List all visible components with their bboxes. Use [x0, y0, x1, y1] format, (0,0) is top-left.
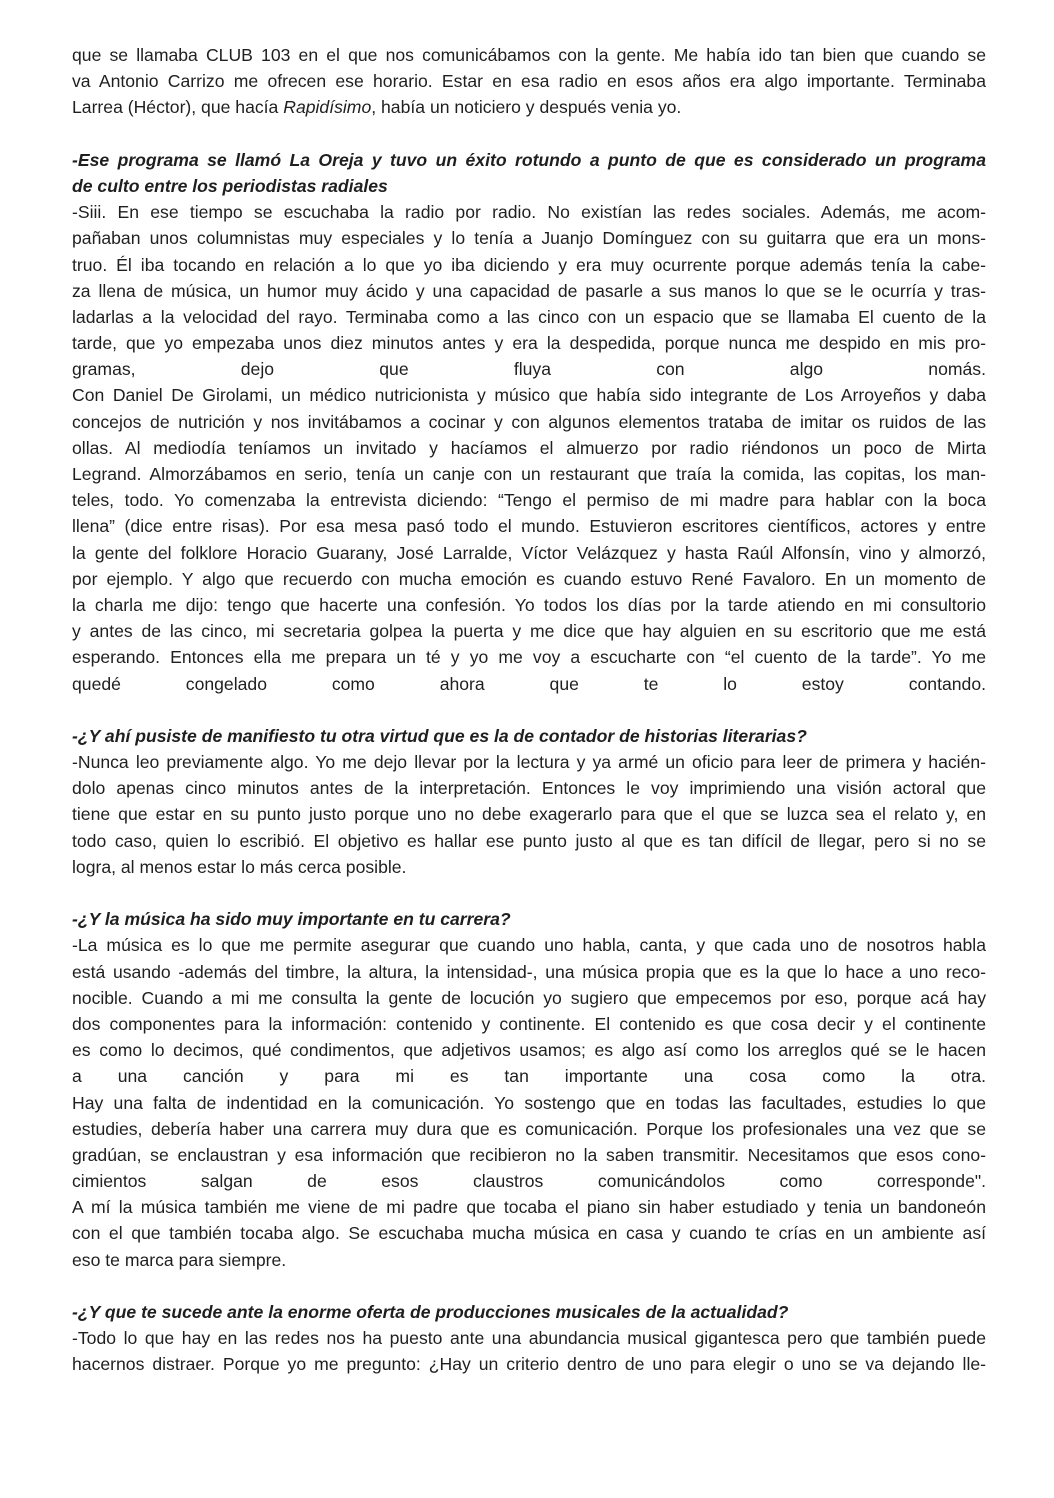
text-line: con el que también tocaba algo. Se escuchaba mucha música en casa y cuando te crías en un ambiente así: [72, 1223, 986, 1244]
text-line: todo caso, quien lo escribió. El objetivo es hallar ese punto justo al que es tan difícil de llegar, pero si no se: [72, 830, 986, 851]
text-line: A mí la música también me viene de mi padre que tocaba el piano sin haber estudiado y tenia un bandoneón: [72, 1197, 986, 1218]
text-line: Con Daniel De Girolami, un médico nutricionista y músico que había sido integrante de Los Arroyeños y daba: [72, 385, 986, 406]
text-line: quedé congelado como ahora que te lo estoy contando.: [72, 673, 986, 694]
document-body: [72, 42, 986, 1378]
text-line: cimientos salgan de esos claustros comunicándolos como corresponde".: [72, 1171, 986, 1192]
text-line: -Todo lo que hay en las redes nos ha puesto ante una abundancia musical gigantesca pero que también puede: [72, 1328, 986, 1349]
text-line: y antes de las cinco, mi secretaria golpea la puerta y me dice que hay alguien en su escritorio que me está: [72, 621, 986, 642]
text-line: tiene que estar en su punto justo porque uno no debe exagerarlo para que el que se luzca sea el relato y, en: [72, 804, 986, 825]
interview-answer: [72, 749, 986, 880]
text-line: nocible. Cuando a mi me consulta la gente de locución yo sugiero que empecemos por eso, porque acá hay: [72, 987, 986, 1008]
text-line: gramas, dejo que fluya con algo nomás.: [72, 359, 986, 380]
text-line: dolo apenas cinco minutos antes de la interpretación. Entonces le voy imprimiendo una visión actoral que: [72, 778, 986, 799]
text-line: es como lo decimos, qué condimentos, que adjetivos usamos; es algo así como los arreglos qué se le hacen: [72, 1040, 986, 1061]
text-line: Legrand. Almorzábamos en serio, tenía un canje con un restaurant que traía la comida, las copitas, los man-: [72, 464, 986, 484]
program-title-emphasis: Rapidísimo: [283, 97, 372, 118]
text-line: ladarlas a la velocidad del rayo. Terminaba como a las cinco con un espacio que se llamaba El cuento de la: [72, 306, 986, 327]
interview-answer: [72, 1325, 986, 1377]
text-line: -¿Y la música ha sido muy importante en tu carrera?: [72, 909, 511, 930]
text-line: -Nunca leo previamente algo. Yo me dejo llevar por la lectura y ya armé un oficio para leer de primera y hacién-: [72, 752, 986, 773]
text-line: teles, todo. Yo comenzaba la entrevista diciendo: “Tengo el permiso de mi madre para hablar con la boca: [72, 490, 986, 511]
text-line: concejos de nutrición y nos invitábamos a cocinar y con algunos elementos trataba de imitar os ruidos de las: [72, 411, 986, 432]
text-line: Larrea (Héctor), que hacía Rapidísimo, había un noticiero y después venia yo.: [72, 97, 682, 118]
interview-question: [72, 723, 986, 749]
interview-question: [72, 147, 986, 199]
text-line: esperando. Entonces ella me prepara un té y yo me voy a escucharte con “el cuento de la tarde”. Yo me: [72, 647, 986, 668]
text-line: -¿Y que te sucede ante la enorme oferta de producciones musicales de la actualidad?: [72, 1302, 789, 1322]
text-line: de culto entre los periodistas radiales: [72, 175, 388, 196]
text-line: estudies, debería haber una carrera muy dura que es comunicación. Porque los profesionales una vez que se: [72, 1118, 986, 1139]
text-line: Hay una falta de indentidad en la comunicación. Yo sostengo que en todas las facultades, estudies lo que: [72, 1092, 986, 1113]
text-line: llena” (dice entre risas). Por esa mesa pasó todo el mundo. Estuvieron escritores científicos, actores y entre: [72, 516, 986, 537]
text-line: truo. Él iba tocando en relación a lo que yo iba diciendo y era muy ocurrente porque además tenía la cabe-: [72, 254, 986, 275]
interview-question: [72, 906, 986, 932]
text-line: dos componentes para la información: contenido y continente. El contenido es que cosa decir y el continente: [72, 1013, 986, 1034]
interview-answer: [72, 42, 986, 121]
text-line: por ejemplo. Y algo que recuerdo con mucha emoción es cuando estuvo René Favaloro. En un momento de: [72, 568, 986, 589]
text-line: ollas. Al mediodía teníamos un invitado y hacíamos el almuerzo por radio riéndonos un poco de Mirta: [72, 437, 986, 458]
text-line: a una canción y para mi es tan importante una cosa como la otra.: [72, 1066, 986, 1087]
interview-question: [72, 1299, 986, 1325]
text-line: -La música es lo que me permite asegurar que cuando uno habla, canta, y que cada uno de nosotros habla: [72, 935, 986, 956]
paragraph-gap: [72, 880, 986, 906]
text-line: za llena de música, un humor muy ácido y una capacidad de pasarle a sus manos lo que se le ocurría y tras-: [72, 280, 986, 301]
text-line: la gente del folklore Horacio Guarany, José Larralde, Víctor Velázquez y hasta Raúl Alfonsín, vino y almorzó,: [72, 542, 986, 563]
text-line: eso te marca para siempre.: [72, 1249, 287, 1270]
paragraph-gap: [72, 1273, 986, 1299]
paragraph-gap: [72, 697, 986, 723]
text-line: está usando -además del timbre, la altura, la intensidad-, una música propia que es la que lo hace a uno reco-: [72, 961, 986, 982]
text-line: logra, al menos estar lo más cerca posible.: [72, 856, 407, 877]
text-line: que se llamaba CLUB 103 en el que nos comunicábamos con la gente. Me había ido tan bien que cuando se: [72, 45, 986, 65]
text-line: hacernos distraer. Porque yo me pregunto: ¿Hay un criterio dentro de uno para elegir o uno se va dejando lle-: [72, 1354, 986, 1375]
text-line: -Siii. En ese tiempo se escuchaba la radio por radio. No existían las redes sociales. Además, me acom-: [72, 202, 986, 223]
interview-answer: [72, 932, 986, 1272]
interview-answer: [72, 199, 986, 697]
text-line: -Ese programa se llamó La Oreja y tuvo un éxito rotundo a punto de que es considerado un programa: [72, 149, 986, 170]
text-line: pañaban unos columnistas muy especiales y lo tenía a Juanjo Domínguez con su guitarra que era un mons-: [72, 228, 986, 249]
paragraph-gap: [72, 121, 986, 147]
text-line: -¿Y ahí pusiste de manifiesto tu otra virtud que es la de contador de historias literarias?: [72, 725, 807, 746]
text-line: la charla me dijo: tengo que hacerte una confesión. Yo todos los días por la tarde atiendo en mi consultorio: [72, 594, 986, 615]
text-line: gradúan, se enclaustran y esa información que recibieron no la saben transmitir. Necesitamos que esos cono-: [72, 1144, 986, 1165]
text-line: tarde, que yo empezaba unos diez minutos antes y era la despedida, porque nunca me despido en mis pro-: [72, 333, 986, 354]
text-line: va Antonio Carrizo me ofrecen ese horario. Estar en esa radio en esos años era algo importante. Terminaba: [72, 71, 986, 92]
